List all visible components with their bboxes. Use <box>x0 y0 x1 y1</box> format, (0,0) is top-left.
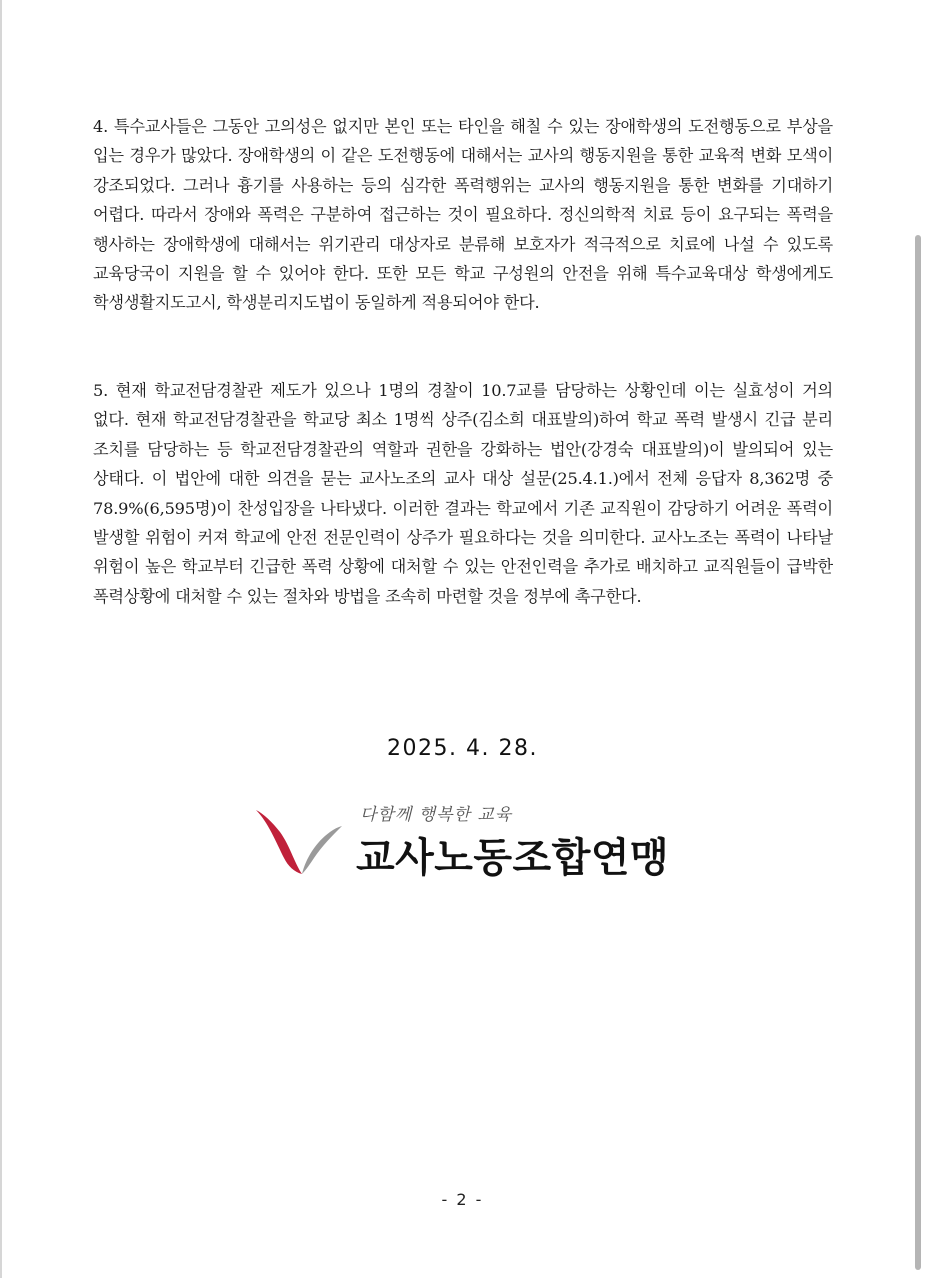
gray-leaf-shape <box>302 826 342 874</box>
red-leaf-shape <box>256 810 302 874</box>
union-logo <box>250 800 690 880</box>
document-date: 2025. 4. 28. <box>387 736 538 761</box>
paragraph-5: 5. 현재 학교전담경찰관 제도가 있으나 1명의 경찰이 10.7교를 담당하는 상황인데 이는 실효성이 거의 없다. 현재 학교전담경찰관을 학교당 최소 1명씩 상주(김소희 대표발의)하여 학교 폭력 발생시 긴급 분리 조치를 담당하는 등 학교전담경찰관의 역할과 권한을 강화하는 법안(강경숙 대표발의)이 발의되어 있는 상태다. 이 법안에 대한 의견을 묻는 교사노조의 교사 대상 설문(25.4.1.)에서 전체 응답자 8,362명 중 78.9%(6,595명)이 찬성입장을 나타냈다. 이러한 결과는 학교에서 기존 교직원이 감당하기 어려운 폭력이 발생할 위험이 커져 학교에 안전 전문인력이 상주가 필요하다는 것을 의미한다. 교사노조는 폭력이 나타날 위험이 높은 학교부터 긴급한 폭력 상황에 대처할 수 있는 안전인력을 추가로 배치하고 교직원들이 급박한 폭력상황에 대처할 수 있는 절차와 방법을 조속히 마련할 것을 정부에 촉구한다. <box>93 381 833 606</box>
logo-organization-name: 교사노동조합연맹 <box>356 835 670 881</box>
scrollbar-thumb[interactable] <box>915 235 921 1270</box>
paragraph-4: 4. 특수교사들은 그동안 고의성은 없지만 본인 또는 타인을 해칠 수 있는 장애학생의 도전행동으로 부상을 입는 경우가 많았다. 장애학생의 이 같은 도전행동에 대해서는 교사의 행동지원을 통한 교육적 변화 모색이 강조되었다. 그러나 흉기를 사용하는 등의 심각한 폭력행위는 교사의 행동지원을 통한 변화를 기대하기 어렵다. 따라서 장애와 폭력은 구분하여 접근하는 것이 필요하다. 정신의학적 치료 등이 요구되는 폭력을 행사하는 장애학생에 대해서는 위기관리 대상자로 분류해 보호자가 적극적으로 치료에 나설 수 있도록 교육당국이 지원을 할 수 있어야 한다. 또한 모든 학교 구성원의 안전을 위해 특수교육대상 학생에게도 학생생활지도고시, 학생분리지도법이 동일하게 적용되어야 한다. <box>93 117 833 313</box>
page-number: - 2 - <box>441 1190 484 1209</box>
leaf-logo-icon <box>250 802 350 877</box>
vertical-scrollbar[interactable] <box>911 0 925 1278</box>
logo-slogan: 다함께 행복한 교육 <box>360 805 513 825</box>
